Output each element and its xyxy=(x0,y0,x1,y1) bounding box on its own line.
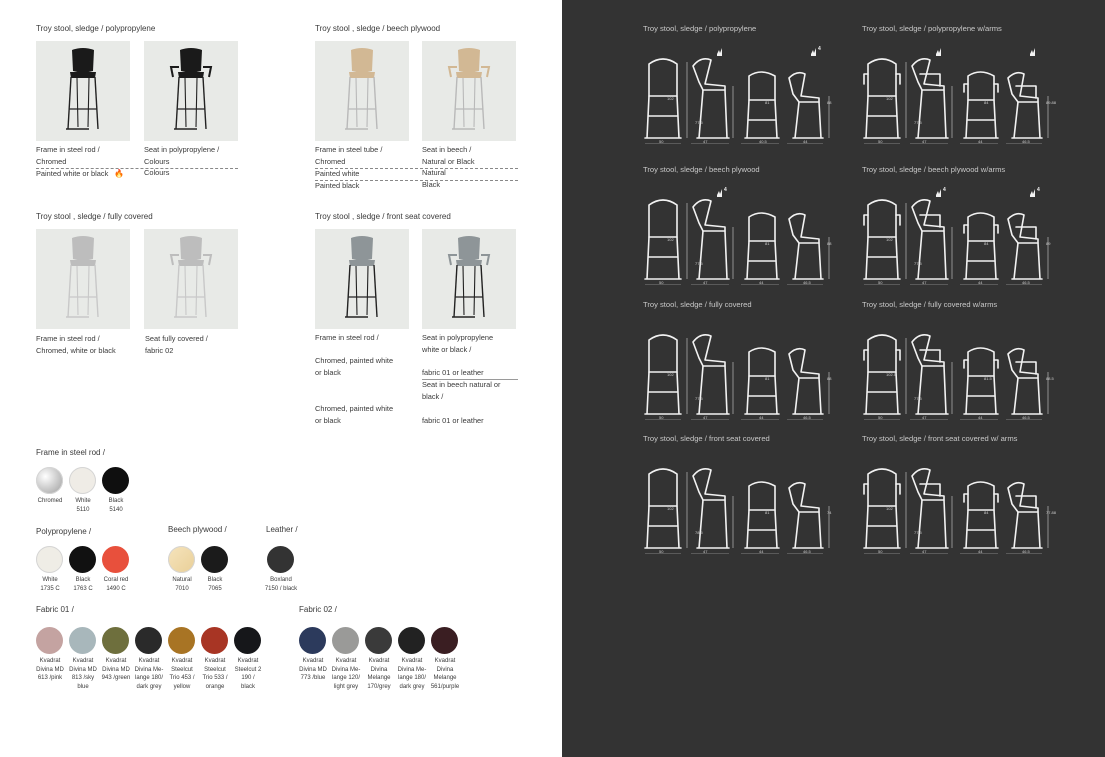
swatch-label: Kvadrat Divina MD 813 /sky blue xyxy=(69,658,97,690)
swatch-label: Kvadrat Divina Me- lange 180/ dark grey xyxy=(397,658,427,690)
stack-icon xyxy=(717,189,722,197)
product-photo xyxy=(422,41,516,141)
stool-photo xyxy=(144,229,238,329)
color-swatch xyxy=(398,627,425,654)
swatch-label: Kvadrat Divina Melange 170/grey xyxy=(367,658,391,690)
color-swatch xyxy=(299,627,326,654)
technical-drawings-page xyxy=(562,0,1105,757)
swatch-label: White 5110 xyxy=(75,498,91,513)
color-swatch xyxy=(69,467,96,494)
dimension-label: 102 xyxy=(886,237,893,242)
dimension-label: 47 xyxy=(703,280,708,285)
stool-photo xyxy=(422,229,516,329)
swatch-label: Boxland 7150 / black xyxy=(264,577,298,592)
stack-count: 4 xyxy=(943,187,946,193)
stack-count: 4 xyxy=(1037,187,1040,193)
color-swatch xyxy=(69,627,96,654)
stack-icon xyxy=(1030,189,1035,197)
swatch-label: Black 7065 xyxy=(207,577,223,592)
dimension-label: 50 xyxy=(878,280,883,285)
dimension-label: 102 xyxy=(667,372,674,377)
dimension-label: 84 xyxy=(984,510,989,515)
product-caption: Seat in beech natural or black / xyxy=(422,380,501,401)
technical-drawing xyxy=(641,185,841,285)
dimension-label: 46.5 xyxy=(1022,139,1030,144)
stool-photo xyxy=(315,229,409,329)
dimension-label: 102 xyxy=(886,506,893,511)
dimension-label: 77.5 xyxy=(914,530,922,535)
dimension-label: 81 xyxy=(765,241,770,246)
color-swatch xyxy=(365,627,392,654)
dimension-label: 47 xyxy=(703,549,708,554)
dimension-label: 88 xyxy=(827,241,832,246)
dimension-label: 102 xyxy=(667,506,674,511)
technical-drawing xyxy=(641,320,841,420)
dimension-label: 46.5 xyxy=(803,280,811,285)
product-photo xyxy=(36,41,130,141)
dimension-label: 78.5 xyxy=(695,530,703,535)
color-swatch xyxy=(168,627,195,654)
color-swatch xyxy=(168,546,195,573)
product-caption: Frame in steel rod / Chromed xyxy=(36,145,100,166)
fire-icon: 🔥 xyxy=(114,169,125,178)
color-swatch xyxy=(36,546,63,573)
product-caption: Seat in polypropylene / Colours Colours xyxy=(144,145,220,177)
dimension-label: 44 xyxy=(978,280,983,285)
color-swatch xyxy=(267,546,294,573)
dimension-label: 89 xyxy=(1046,241,1051,246)
finish-heading: Fabric 01 / xyxy=(36,605,74,614)
swatch-label: Kvadrat Steelcut Trio 533 / orange xyxy=(202,658,228,690)
product-caption: fabric 01 or leather xyxy=(422,368,484,377)
dimension-label: 44 xyxy=(803,139,808,144)
drawing-title: Troy stool, sledge / polypropylene xyxy=(643,24,757,33)
dimension-label: 44 xyxy=(759,549,764,554)
stool-photo xyxy=(36,229,130,329)
technical-drawing xyxy=(860,185,1060,285)
dimension-label: 47 xyxy=(922,280,927,285)
swatch-label: Kvadrat Divina Me- lange 180/ dark grey xyxy=(134,658,164,690)
dimension-label: 44 xyxy=(759,280,764,285)
dimension-label: 44 xyxy=(759,415,764,420)
product-title: Troy stool , sledge / front seat covered xyxy=(315,212,451,221)
dimension-label: 77.5 xyxy=(695,396,703,401)
stack-icon xyxy=(936,48,941,56)
dimension-label: 77.5 xyxy=(695,261,703,266)
dimension-label: 77.88 xyxy=(1046,510,1057,515)
dimension-label: 44 xyxy=(978,415,983,420)
swatch-label: Natural 7010 xyxy=(172,577,192,592)
drawing-title: Troy stool, sledge / beech plywood xyxy=(643,165,760,174)
product-photo xyxy=(315,41,409,141)
swatch-label: Kvadrat Divina Melange 561/purple xyxy=(430,658,460,690)
product-caption: Painted black xyxy=(315,181,360,190)
color-swatch xyxy=(102,627,129,654)
product-caption: Seat in beech / Natural or Black Natural Black xyxy=(422,145,475,189)
technical-drawing xyxy=(860,320,1060,420)
dimension-label: 40.5 xyxy=(759,139,767,144)
swatch-label: White 1735 C xyxy=(40,577,60,592)
product-photo xyxy=(315,229,409,329)
technical-drawing xyxy=(860,454,1060,554)
dimension-label: 81 xyxy=(765,510,770,515)
color-swatch xyxy=(102,467,129,494)
dimension-label: 47 xyxy=(703,415,708,420)
technical-drawing xyxy=(641,454,841,554)
stack-icon xyxy=(717,48,722,56)
dimension-label: 44 xyxy=(978,549,983,554)
color-swatch xyxy=(234,627,261,654)
product-caption: Frame in steel rod / Chromed, white or black xyxy=(36,334,116,355)
dimension-label: 74 xyxy=(827,510,832,515)
swatch-label: Chromed xyxy=(37,498,63,504)
color-swatch xyxy=(36,467,63,494)
product-caption: Painted white or black 🔥 xyxy=(36,169,125,178)
finish-heading: Beech plywood / xyxy=(168,525,227,534)
technical-drawing xyxy=(641,44,841,144)
dimension-label: 81.5 xyxy=(984,376,992,381)
product-title: Troy stool, sledge / polypropylene xyxy=(36,24,156,33)
dimension-label: 46.5 xyxy=(803,415,811,420)
swatch-label: Kvadrat Divina Me- lange 120/ light grey xyxy=(331,658,361,690)
product-photo xyxy=(144,41,238,141)
dimension-label: 81 xyxy=(765,100,770,105)
color-swatch xyxy=(36,627,63,654)
dimension-label: 77.5 xyxy=(914,261,922,266)
product-photo xyxy=(422,229,516,329)
drawing-title: Troy stool, sledge / fully covered w/arms xyxy=(862,300,998,309)
dimension-label: 46.5 xyxy=(1022,415,1030,420)
swatch-label: Kvadrat Steelcut 2 190 / black xyxy=(234,658,262,690)
swatch-label: Coral red 1490 C xyxy=(103,577,129,592)
product-caption: fabric 01 or leather xyxy=(422,416,484,425)
stack-count: 4 xyxy=(724,187,727,193)
product-caption: Frame in steel rod / xyxy=(315,333,379,342)
color-swatch xyxy=(332,627,359,654)
dimension-label: 46.5 xyxy=(1022,549,1030,554)
stack-icon xyxy=(1030,48,1035,56)
stack-icon xyxy=(811,48,816,56)
stack-icon xyxy=(936,189,941,197)
dimension-label: 50 xyxy=(659,549,664,554)
product-photo xyxy=(36,229,130,329)
drawing-title: Troy stool, sledge / beech plywood w/arms xyxy=(862,165,1006,174)
dimension-label: 50 xyxy=(659,139,664,144)
dimension-label: 46.5 xyxy=(1022,280,1030,285)
dimension-label: 102.5 xyxy=(886,372,897,377)
drawing-title: Troy stool, sledge / front seat covered w/ arms xyxy=(862,434,1018,443)
dimension-label: 50 xyxy=(878,415,883,420)
dimension-label: 84 xyxy=(984,241,989,246)
product-caption: Chromed, painted white or black xyxy=(315,356,394,377)
dimension-label: 50 xyxy=(659,280,664,285)
dimension-label: 81 xyxy=(765,376,770,381)
dimension-label: 102 xyxy=(667,96,674,101)
dimension-label: 102 xyxy=(886,96,893,101)
dimension-label: 50 xyxy=(878,549,883,554)
dimension-label: 47 xyxy=(922,415,927,420)
dimension-label: 47 xyxy=(703,139,708,144)
finish-heading: Fabric 02 / xyxy=(299,605,337,614)
drawing-title: Troy stool, sledge / polypropylene w/arms xyxy=(862,24,1002,33)
dimension-label: 88 xyxy=(827,100,832,105)
swatch-label: Kvadrat Divina MD 773 /blue xyxy=(299,658,327,682)
stool-photo xyxy=(36,41,130,141)
dimension-label: 46.5 xyxy=(803,549,811,554)
swatch-label: Kvadrat Steelcut Trio 453 / yellow xyxy=(169,658,195,690)
technical-drawing xyxy=(860,44,1060,144)
dimension-label: 88 xyxy=(827,376,832,381)
dimension-label: 47 xyxy=(922,139,927,144)
drawing-title: Troy stool, sledge / fully covered xyxy=(643,300,752,309)
dimension-label: 84 xyxy=(984,100,989,105)
dimension-label: 77.5 xyxy=(914,120,922,125)
swatch-label: Black 5140 xyxy=(108,498,124,513)
dimension-label: 77.5 xyxy=(695,120,703,125)
finish-heading: Frame in steel rod / xyxy=(36,448,105,457)
color-swatch xyxy=(102,546,129,573)
finish-heading: Leather / xyxy=(266,525,298,534)
stack-count: 4 xyxy=(818,46,821,52)
product-photo xyxy=(144,229,238,329)
stool-photo xyxy=(422,41,516,141)
stool-photo xyxy=(315,41,409,141)
product-caption: Chromed, painted white or black xyxy=(315,404,394,425)
color-swatch xyxy=(135,627,162,654)
dimension-label: 88.5 xyxy=(1046,376,1054,381)
drawing-title: Troy stool, sledge / front seat covered xyxy=(643,434,770,443)
dimension-label: 77.5 xyxy=(914,396,922,401)
stool-photo xyxy=(144,41,238,141)
dimension-label: 47 xyxy=(922,549,927,554)
dimension-label: 50 xyxy=(659,415,664,420)
dimension-label: 50 xyxy=(878,139,883,144)
dimension-label: 44 xyxy=(978,139,983,144)
product-title: Troy stool , sledge / fully covered xyxy=(36,212,153,221)
product-caption: Painted white xyxy=(315,169,360,178)
color-swatch xyxy=(69,546,96,573)
swatch-label: Black 1763 C xyxy=(73,577,93,592)
swatch-label: Kvadrat Divina MD 943 /green xyxy=(101,658,131,682)
finish-heading: Polypropylene / xyxy=(36,527,92,536)
color-swatch xyxy=(201,627,228,654)
dimension-label: 102 xyxy=(667,237,674,242)
product-title: Troy stool , sledge / beech plywood xyxy=(315,24,441,33)
product-caption: Seat in polypropylene white or black / xyxy=(422,333,494,354)
swatch-label: Kvadrat Divina MD 613 /pink xyxy=(36,658,64,682)
product-caption: Seat fully covered / fabric 02 xyxy=(145,334,208,355)
color-swatch xyxy=(431,627,458,654)
dimension-label: 89.88 xyxy=(1046,100,1057,105)
color-swatch xyxy=(201,546,228,573)
product-caption: Frame in steel tube / Chromed xyxy=(315,145,383,166)
